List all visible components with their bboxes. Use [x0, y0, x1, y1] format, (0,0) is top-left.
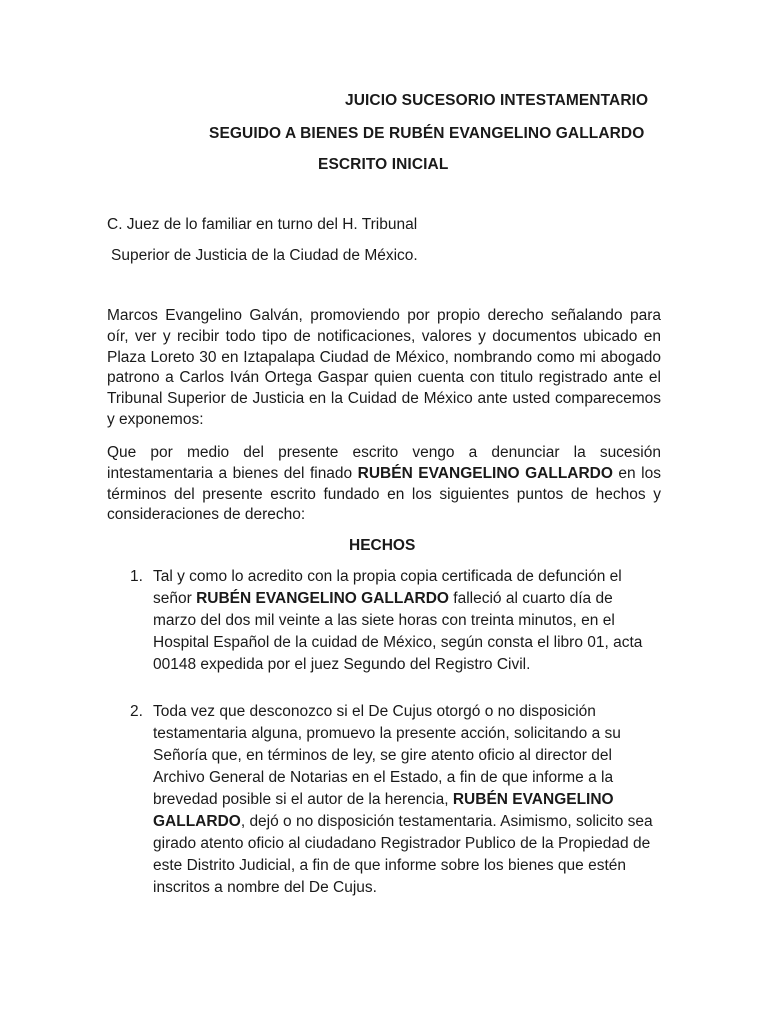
intro-paragraph: Marcos Evangelino Galván, promoviendo por propio derecho señalando para oír, ver y recibir todo tipo de notificaciones, valores y documentos ubicado en Plaza Loreto 30 en Iztapalapa Ciudad de México, nombrando como mi abogado patrono a Carlos Iván Ortega Gaspar quien cuenta con titulo registrado ante el Tribunal Superior de Justicia en la Cuidad de México ante usted comparecemos y exponemos: [107, 307, 661, 428]
hechos-item-name: RUBÉN EVANGELINO GALLARDO [153, 791, 614, 830]
second-paragraph-name: RUBÉN EVANGELINO GALLARDO [357, 464, 613, 482]
addressee-line-2: Superior de Justicia de la Ciudad de México. [111, 247, 418, 264]
hechos-item-text: Toda vez que desconozco si el De Cujus otorgó o no disposición testamentaria alguna, promuevo la presente acción, solicitando a su Señoría que, en términos de ley, se gire atento oficio al director del Archivo General de Notarias en el Estado, a fin de que informe a la brevedad posible si el autor de la herencia, [153, 703, 621, 808]
document-subtitle: SEGUIDO A BIENES DE RUBÉN EVANGELINO GALLARDO [209, 125, 645, 142]
second-paragraph [107, 443, 661, 526]
hechos-item [130, 701, 660, 899]
hechos-item-number: 2. [130, 703, 143, 720]
hechos-item-number: 1. [130, 568, 143, 585]
hechos-item-text-end: , dejó o no disposición testamentaria. Asimismo, solicito sea girado atento oficio al ciudadano Registrador Publico de la Propiedad de este Distrito Judicial, a fin de que informe sobre los bienes que estén inscritos a nombre del De Cujus. [153, 813, 653, 896]
hechos-title: HECHOS [349, 537, 416, 554]
document-type: ESCRITO INICIAL [318, 156, 449, 173]
second-paragraph-text: Que por medio del presente escrito vengo a denunciar la sucesión intestamentaria a bienes del finado [107, 444, 661, 482]
hechos-item-text-end: falleció al cuarto día de marzo del dos mil veinte a las siete horas con treinta minutos, en el Hospital Español de la cuidad de México, según consta el libro 01, acta 00148 expedida por el juez Segundo del Registro Civil. [153, 590, 643, 673]
second-paragraph-text-end: en los términos del presente escrito fundado en los siguientes puntos de hechos y consideraciones de derecho: [107, 464, 661, 524]
hechos-item-text: Tal y como lo acredito con la propia copia certificada de defunción el señor [153, 568, 622, 607]
hechos-item-body [153, 566, 660, 676]
document-title: JUICIO SUCESORIO INTESTAMENTARIO [345, 92, 649, 109]
addressee-line-1: C. Juez de lo familiar en turno del H. Tribunal [107, 216, 418, 233]
hechos-item [130, 566, 660, 676]
hechos-item-body [153, 701, 660, 899]
hechos-item-name: RUBÉN EVANGELINO GALLARDO [196, 590, 449, 607]
